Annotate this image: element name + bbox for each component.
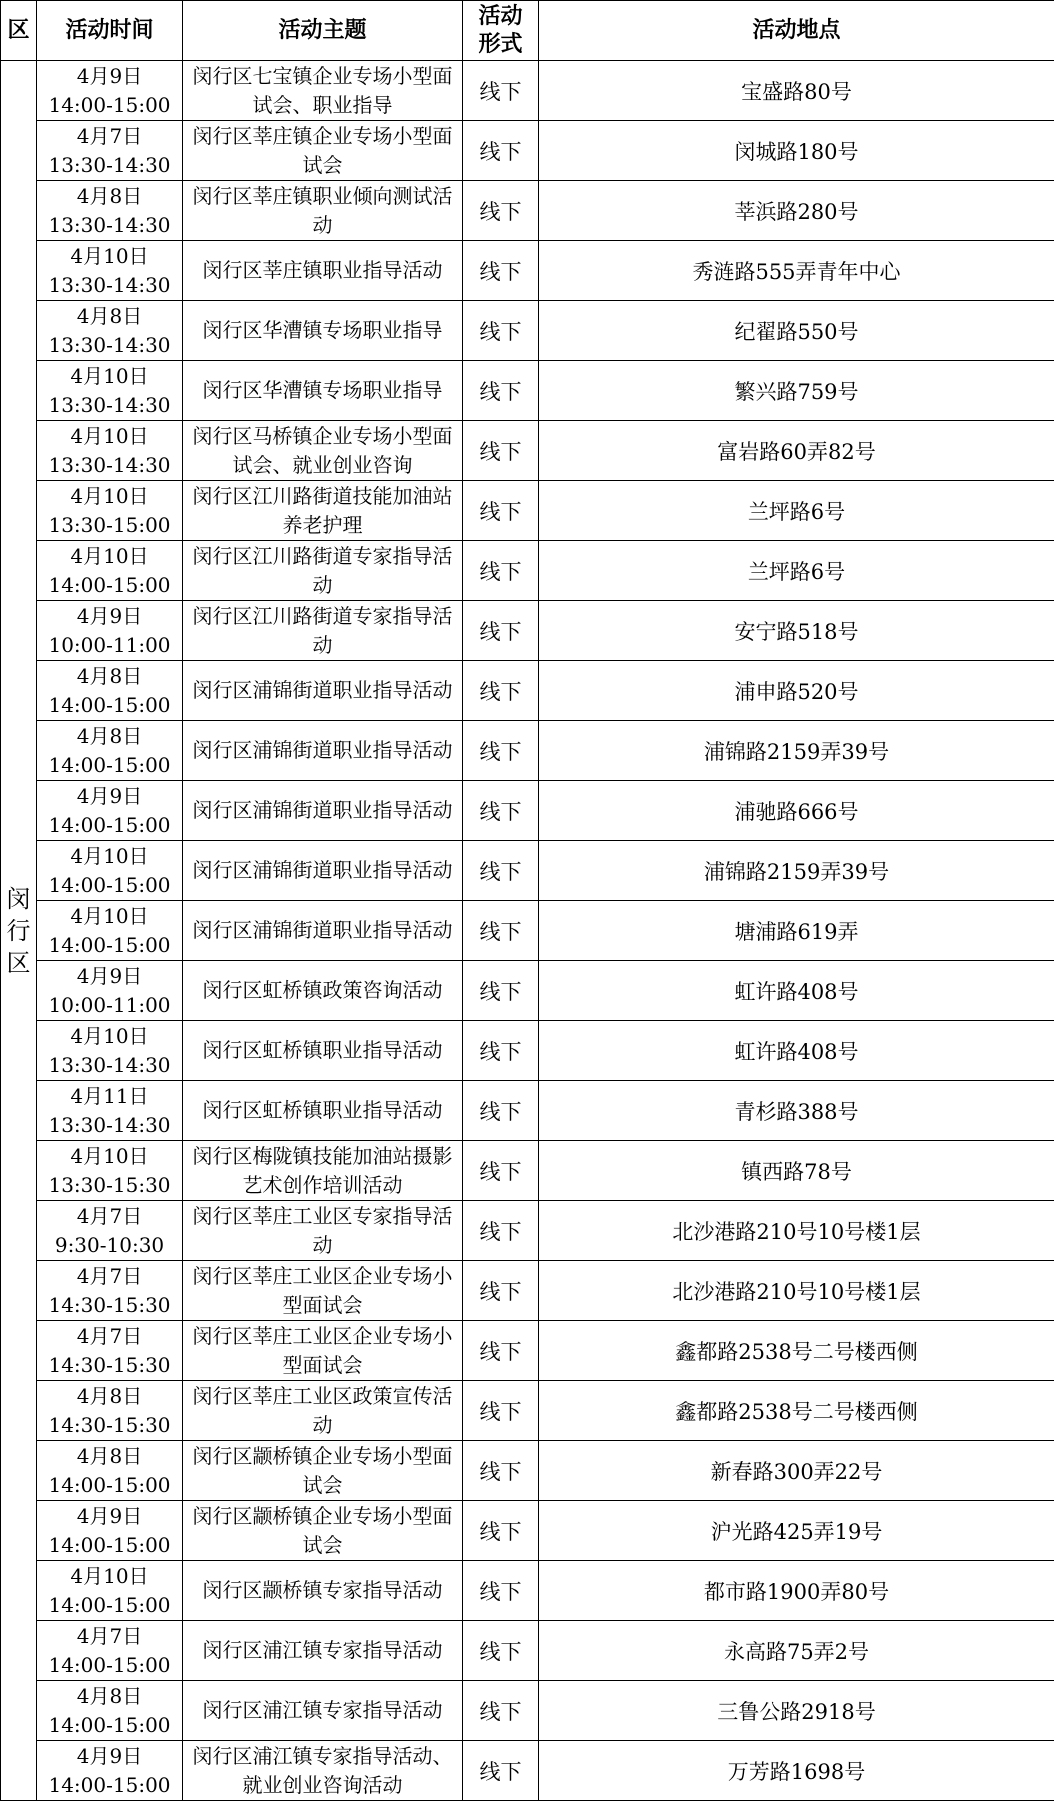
table-row: [1, 541, 1054, 601]
activity-time: 14:00-15:00: [48, 812, 171, 837]
table-row: [1, 1201, 1054, 1261]
activity-topic: 闵行区浦锦街道职业指导活动: [183, 901, 463, 961]
table-row: [1, 1621, 1054, 1681]
activity-date: 4月7日: [76, 1203, 143, 1228]
time-cell: [37, 1741, 183, 1801]
header-district: 区: [1, 1, 37, 61]
activity-address: 闵城路180号: [539, 121, 1054, 181]
activity-time: 14:00-15:00: [48, 1532, 171, 1557]
activity-form: 线下: [463, 1621, 539, 1681]
activity-form: 线下: [463, 1201, 539, 1261]
time-cell: [37, 121, 183, 181]
activity-date: 4月9日: [76, 63, 143, 88]
table-row: [1, 1561, 1054, 1621]
time-cell: [37, 1621, 183, 1681]
activity-time: 14:00-15:00: [48, 1592, 171, 1617]
activity-topic: 闵行区华漕镇专场职业指导: [183, 361, 463, 421]
activity-date: 4月7日: [76, 123, 143, 148]
activity-address: 莘浜路280号: [539, 181, 1054, 241]
header-form: 活动形式: [463, 1, 539, 61]
activity-topic: 闵行区虹桥镇政策咨询活动: [183, 961, 463, 1021]
activity-address: 北沙港路210号10号楼1层: [539, 1201, 1054, 1261]
activity-topic: 闵行区莘庄工业区企业专场小型面试会: [183, 1261, 463, 1321]
table-row: [1, 901, 1054, 961]
activity-date: 4月10日: [70, 1563, 149, 1588]
time-cell: [37, 541, 183, 601]
activity-time: 13:30-14:30: [48, 332, 171, 357]
activity-date: 4月7日: [76, 1263, 143, 1288]
activity-topic: 闵行区华漕镇专场职业指导: [183, 301, 463, 361]
activity-date: 4月9日: [76, 963, 143, 988]
time-cell: [37, 961, 183, 1021]
activity-address: 鑫都路2538号二号楼西侧: [539, 1321, 1054, 1381]
activity-topic: 闵行区莘庄工业区专家指导活动: [183, 1201, 463, 1261]
time-cell: [37, 781, 183, 841]
activity-time: 14:30-15:30: [48, 1352, 171, 1377]
activity-address: 镇西路78号: [539, 1141, 1054, 1201]
activity-date: 4月9日: [76, 783, 143, 808]
activity-form: 线下: [463, 961, 539, 1021]
activity-date: 4月10日: [70, 363, 149, 388]
activity-time: 14:00-15:00: [48, 572, 171, 597]
activity-date: 4月9日: [76, 603, 143, 628]
activity-topic: 闵行区七宝镇企业专场小型面试会、职业指导: [183, 61, 463, 121]
time-cell: [37, 601, 183, 661]
table-row: [1, 661, 1054, 721]
activity-form: 线下: [463, 421, 539, 481]
activity-time: 9:30-10:30: [54, 1232, 165, 1257]
activity-date: 4月8日: [76, 303, 143, 328]
activity-address: 万芳路1698号: [539, 1741, 1054, 1801]
table-row: [1, 1261, 1054, 1321]
activity-time: 14:00-15:00: [48, 1472, 171, 1497]
activity-topic: 闵行区莘庄镇企业专场小型面试会: [183, 121, 463, 181]
activity-address: 安宁路518号: [539, 601, 1054, 661]
activity-address: 兰坪路6号: [539, 541, 1054, 601]
table-row: [1, 61, 1054, 121]
activity-address: 浦锦路2159弄39号: [539, 841, 1054, 901]
time-cell: [37, 841, 183, 901]
activity-topic: 闵行区颛桥镇企业专场小型面试会: [183, 1501, 463, 1561]
table-row: [1, 301, 1054, 361]
activity-form: 线下: [463, 121, 539, 181]
activity-topic: 闵行区马桥镇企业专场小型面试会、就业创业咨询: [183, 421, 463, 481]
activity-address: 浦驰路666号: [539, 781, 1054, 841]
activity-topic: 闵行区虹桥镇职业指导活动: [183, 1081, 463, 1141]
activity-form: 线下: [463, 1141, 539, 1201]
activity-form: 线下: [463, 901, 539, 961]
activity-date: 4月10日: [70, 843, 149, 868]
table-row: [1, 1741, 1054, 1801]
activity-date: 4月8日: [76, 1383, 143, 1408]
time-cell: [37, 1201, 183, 1261]
time-cell: [37, 421, 183, 481]
activity-topic: 闵行区莘庄工业区企业专场小型面试会: [183, 1321, 463, 1381]
table-row: [1, 421, 1054, 481]
time-cell: [37, 61, 183, 121]
activity-date: 4月8日: [76, 723, 143, 748]
activity-date: 4月9日: [76, 1743, 143, 1768]
activity-date: 4月8日: [76, 663, 143, 688]
activity-date: 4月10日: [70, 543, 149, 568]
activity-form: 线下: [463, 1681, 539, 1741]
activity-address: 青杉路388号: [539, 1081, 1054, 1141]
time-cell: [37, 1561, 183, 1621]
activity-address: 繁兴路759号: [539, 361, 1054, 421]
activity-time: 13:30-14:30: [48, 272, 171, 297]
activity-address: 三鲁公路2918号: [539, 1681, 1054, 1741]
time-cell: [37, 1081, 183, 1141]
activity-time: 14:00-15:00: [48, 872, 171, 897]
activity-topic: 闵行区梅陇镇技能加油站摄影艺术创作培训活动: [183, 1141, 463, 1201]
activity-topic: 闵行区莘庄镇职业指导活动: [183, 241, 463, 301]
activity-form: 线下: [463, 1561, 539, 1621]
activity-date: 4月8日: [76, 1683, 143, 1708]
activity-address: 北沙港路210号10号楼1层: [539, 1261, 1054, 1321]
time-cell: [37, 241, 183, 301]
activity-address: 富岩路60弄82号: [539, 421, 1054, 481]
activity-address: 沪光路425弄19号: [539, 1501, 1054, 1561]
activity-topic: 闵行区浦江镇专家指导活动、就业创业咨询活动: [183, 1741, 463, 1801]
activity-topic: 闵行区浦锦街道职业指导活动: [183, 781, 463, 841]
time-cell: [37, 1021, 183, 1081]
activity-address: 浦申路520号: [539, 661, 1054, 721]
activity-time: 14:00-15:00: [48, 1652, 171, 1677]
time-cell: [37, 1441, 183, 1501]
activity-date: 4月10日: [70, 243, 149, 268]
activity-address: 兰坪路6号: [539, 481, 1054, 541]
activity-time: 13:30-14:30: [48, 452, 171, 477]
activity-time: 13:30-14:30: [48, 212, 171, 237]
activity-form: 线下: [463, 721, 539, 781]
activity-date: 4月8日: [76, 183, 143, 208]
header-topic: 活动主题: [183, 1, 463, 61]
table-row: [1, 181, 1054, 241]
activity-topic: 闵行区莘庄工业区政策宣传活动: [183, 1381, 463, 1441]
activity-date: 4月9日: [76, 1503, 143, 1528]
table-row: [1, 1381, 1054, 1441]
activity-form: 线下: [463, 181, 539, 241]
activity-form: 线下: [463, 661, 539, 721]
activity-address: 浦锦路2159弄39号: [539, 721, 1054, 781]
activity-address: 塘浦路619弄: [539, 901, 1054, 961]
activity-form: 线下: [463, 541, 539, 601]
time-cell: [37, 1681, 183, 1741]
activity-address: 都市路1900弄80号: [539, 1561, 1054, 1621]
activity-address: 永高路75弄2号: [539, 1621, 1054, 1681]
activity-form: 线下: [463, 781, 539, 841]
activity-topic: 闵行区虹桥镇职业指导活动: [183, 1021, 463, 1081]
table-row: [1, 1081, 1054, 1141]
time-cell: [37, 1141, 183, 1201]
activity-time: 13:30-14:30: [48, 392, 171, 417]
activity-topic: 闵行区江川路街道专家指导活动: [183, 601, 463, 661]
time-cell: [37, 301, 183, 361]
time-cell: [37, 481, 183, 541]
activity-address: 虹许路408号: [539, 1021, 1054, 1081]
table-row: [1, 721, 1054, 781]
activity-date: 4月10日: [70, 483, 149, 508]
table-row: [1, 1681, 1054, 1741]
activity-time: 14:00-15:00: [48, 1712, 171, 1737]
time-cell: [37, 1501, 183, 1561]
activity-date: 4月10日: [70, 1023, 149, 1048]
activity-address: 秀涟路555弄青年中心: [539, 241, 1054, 301]
activity-address: 宝盛路80号: [539, 61, 1054, 121]
activity-form: 线下: [463, 1381, 539, 1441]
activity-form: 线下: [463, 1501, 539, 1561]
activity-time: 14:00-15:00: [48, 1772, 171, 1797]
activity-form: 线下: [463, 841, 539, 901]
header-address: 活动地点: [539, 1, 1054, 61]
table-row: [1, 961, 1054, 1021]
activity-form: 线下: [463, 481, 539, 541]
activity-form: 线下: [463, 1741, 539, 1801]
activity-date: 4月11日: [70, 1083, 149, 1108]
table-row: [1, 781, 1054, 841]
activity-topic: 闵行区江川路街道技能加油站养老护理: [183, 481, 463, 541]
activity-form: 线下: [463, 1321, 539, 1381]
time-cell: [37, 901, 183, 961]
activity-topic: 闵行区颛桥镇专家指导活动: [183, 1561, 463, 1621]
activity-time: 14:00-15:00: [48, 932, 171, 957]
activity-form: 线下: [463, 1081, 539, 1141]
activity-date: 4月10日: [70, 423, 149, 448]
activity-time: 13:30-15:00: [48, 512, 171, 537]
activity-form: 线下: [463, 1261, 539, 1321]
activity-address: 新春路300弄22号: [539, 1441, 1054, 1501]
activity-date: 4月10日: [70, 903, 149, 928]
activity-address: 纪翟路550号: [539, 301, 1054, 361]
activity-form: 线下: [463, 61, 539, 121]
activity-topic: 闵行区莘庄镇职业倾向测试活动: [183, 181, 463, 241]
table-row: [1, 841, 1054, 901]
activity-date: 4月7日: [76, 1623, 143, 1648]
time-cell: [37, 181, 183, 241]
table-row: [1, 361, 1054, 421]
time-cell: [37, 721, 183, 781]
activity-topic: 闵行区浦江镇专家指导活动: [183, 1621, 463, 1681]
activity-time: 10:00-11:00: [48, 992, 171, 1017]
activity-date: 4月8日: [76, 1443, 143, 1468]
time-cell: [37, 1381, 183, 1441]
header-time: 活动时间: [37, 1, 183, 61]
table-row: [1, 1141, 1054, 1201]
time-cell: [37, 361, 183, 421]
time-cell: [37, 1261, 183, 1321]
table-row: [1, 1021, 1054, 1081]
activity-time: 13:30-15:30: [48, 1172, 171, 1197]
activity-form: 线下: [463, 1021, 539, 1081]
time-cell: [37, 661, 183, 721]
table-row: [1, 241, 1054, 301]
activity-time: 10:00-11:00: [48, 632, 171, 657]
activity-time: 14:00-15:00: [48, 752, 171, 777]
table-row: [1, 1321, 1054, 1381]
activity-topic: 闵行区颛桥镇企业专场小型面试会: [183, 1441, 463, 1501]
table-row: [1, 1501, 1054, 1561]
activity-topic: 闵行区浦锦街道职业指导活动: [183, 661, 463, 721]
activity-time: 14:30-15:30: [48, 1292, 171, 1317]
activity-address: 虹许路408号: [539, 961, 1054, 1021]
time-cell: [37, 1321, 183, 1381]
district-cell: 闵行区: [1, 61, 37, 1801]
table-row: [1, 1441, 1054, 1501]
activity-time: 14:00-15:00: [48, 92, 171, 117]
activity-topic: 闵行区浦江镇专家指导活动: [183, 1681, 463, 1741]
activity-time: 13:30-14:30: [48, 1052, 171, 1077]
activity-form: 线下: [463, 361, 539, 421]
activity-topic: 闵行区江川路街道专家指导活动: [183, 541, 463, 601]
activity-time: 13:30-14:30: [48, 152, 171, 177]
activity-date: 4月10日: [70, 1143, 149, 1168]
activity-form: 线下: [463, 601, 539, 661]
activity-topic: 闵行区浦锦街道职业指导活动: [183, 721, 463, 781]
activity-form: 线下: [463, 241, 539, 301]
table-row: [1, 481, 1054, 541]
activity-form: 线下: [463, 301, 539, 361]
header-row: [1, 1, 1054, 61]
activity-time: 13:30-14:30: [48, 1112, 171, 1137]
activity-topic: 闵行区浦锦街道职业指导活动: [183, 841, 463, 901]
activity-address: 鑫都路2538号二号楼西侧: [539, 1381, 1054, 1441]
table-row: [1, 121, 1054, 181]
activity-form: 线下: [463, 1441, 539, 1501]
table-row: [1, 601, 1054, 661]
activity-time: 14:30-15:30: [48, 1412, 171, 1437]
activity-time: 14:00-15:00: [48, 692, 171, 717]
activity-date: 4月7日: [76, 1323, 143, 1348]
